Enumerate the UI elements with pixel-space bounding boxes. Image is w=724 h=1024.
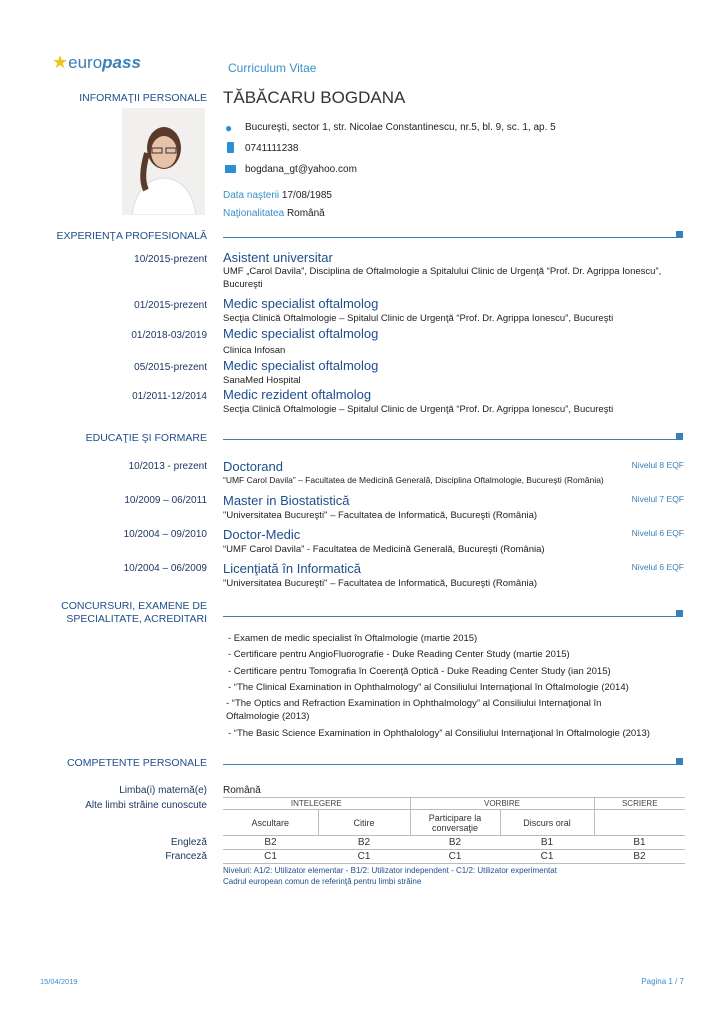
- level-cell: B1: [500, 836, 594, 850]
- edu-detail: “UMF Carol Davila” - Facultatea de Medicină Generală, Bucureşti (România): [223, 544, 545, 555]
- level-cell: C1: [318, 850, 410, 864]
- edu-title: Doctorand: [223, 459, 283, 474]
- birth-date: Data naşterii 17/08/1985: [223, 190, 332, 201]
- job-detail: SanaMed Hospital: [223, 375, 301, 386]
- section-education: EDUCAŢIE ŞI FORMARE: [85, 432, 207, 444]
- photo: [122, 108, 205, 215]
- phone-icon: [227, 142, 234, 153]
- mother-tongue: Română: [223, 785, 261, 796]
- cefr-note: Cadrul european comun de referinţă pentru limbi străine: [223, 877, 422, 886]
- exam-item: - Certificare pentru AngioFluorografie - Duke Reading Center Study (martie 2015): [228, 649, 570, 660]
- language-table: [223, 797, 685, 864]
- section-experience: EXPERIENŢA PROFESIONALĂ: [56, 230, 207, 242]
- lang-english: Engleză: [170, 837, 207, 848]
- other-languages-label: Alte limbi străine cunoscute: [85, 800, 207, 811]
- email-icon: [225, 165, 236, 173]
- edu-detail: "Universitatea Bucureşti" – Facultatea de Informatică, Bucureşti (România): [223, 578, 538, 589]
- job-detail: Secţia Clinică Oftalmologie – Spitalul Clinic de Urgenţă “Prof. Dr. Agrippa Ionescu”, Bucureşti: [223, 313, 614, 324]
- level-cell: B2: [594, 850, 685, 864]
- address: Bucureşti, sector 1, str. Nicolae Constantinescu, nr.5, bl. 9, sc. 1, ap. 5: [245, 122, 556, 133]
- doc-title: Curriculum Vitae: [228, 61, 317, 75]
- mother-tongue-label: Limba(i) maternă(e): [119, 785, 207, 796]
- group-header: INTELEGERE: [223, 798, 410, 810]
- divider: [223, 764, 678, 765]
- email[interactable]: bogdana_gt@yahoo.com: [245, 164, 357, 175]
- divider: [223, 237, 678, 238]
- table-row: [223, 850, 685, 864]
- level-cell: C1: [410, 850, 500, 864]
- col-header: Discurs oral: [500, 810, 594, 836]
- edu-date: 10/2013 - prezent: [128, 461, 207, 472]
- job-detail: Clinica Infosan: [223, 345, 286, 356]
- col-header: Citire: [318, 810, 410, 836]
- location-icon: ●: [225, 121, 233, 135]
- exam-item: - “The Clinical Examination in Ophthalmology” al Consiliului Internaţional în Oftalmologie (2014): [228, 682, 629, 693]
- edu-level: Nivelul 8 EQF: [631, 460, 684, 470]
- level-cell: C1: [223, 850, 318, 864]
- section-exams: CONCURSURI, EXAMENE DE SPECIALITATE, ACREDITARI: [61, 600, 207, 625]
- group-header: VORBIRE: [410, 798, 594, 810]
- edu-date: 10/2009 – 06/2011: [124, 495, 207, 506]
- level-cell: B1: [594, 836, 685, 850]
- job-date: 10/2015-prezent: [134, 254, 207, 265]
- exam-item: - “The Optics and Refraction Examination in Ophthalmology” al Consiliului Internaţional în Oftalmologie (2013): [226, 698, 602, 722]
- divider: [223, 616, 678, 617]
- exam-item: - Examen de medic specialist în Oftalmologie (martie 2015): [228, 633, 478, 644]
- col-header-empty: [594, 810, 685, 836]
- full-name: TĂBĂCARU BOGDANA: [223, 88, 406, 107]
- col-header: Ascultare: [223, 810, 318, 836]
- job-title: Medic rezident oftalmolog: [223, 387, 372, 402]
- page-number: Pagina 1 / 7: [641, 977, 684, 986]
- exam-item: - “The Basic Science Examination in Ophthalology” al Consiliului Internaţional în Oftalmologie (2013): [228, 728, 650, 739]
- divider-marker: [676, 758, 683, 765]
- job-detail: UMF „Carol Davila”, Disciplina de Oftalmologie a Spitalului Clinic de Urgenţă “Prof. Dr. Agrippa Ionescu”, Bucureşti: [223, 266, 662, 290]
- divider: [223, 439, 678, 440]
- edu-title: Doctor-Medic: [223, 527, 301, 542]
- exam-item: - Certificare pentru Tomografia în Coerenţă Optică - Duke Reading Center Study (ian 2015): [228, 666, 611, 677]
- edu-level: Nivelul 6 EQF: [631, 528, 684, 538]
- edu-title: Master in Biostatistică: [223, 493, 350, 508]
- nationality: Naţionalitatea Română: [223, 208, 325, 219]
- divider-marker: [676, 231, 683, 238]
- edu-date: 10/2004 – 09/2010: [123, 529, 207, 540]
- divider-marker: [676, 610, 683, 617]
- edu-level: Nivelul 6 EQF: [631, 562, 684, 572]
- level-cell: B2: [410, 836, 500, 850]
- col-header: Participare la conversaţie: [410, 810, 500, 836]
- footer-date: 15/04/2019: [40, 977, 78, 986]
- logo-star-icon: ★: [52, 52, 69, 72]
- level-cell: C1: [500, 850, 594, 864]
- job-title: Asistent universitar: [223, 250, 333, 265]
- edu-level: Nivelul 7 EQF: [631, 494, 684, 504]
- edu-date: 10/2004 – 06/2009: [123, 563, 207, 574]
- lang-french: Franceză: [165, 851, 207, 862]
- section-skills: COMPETENTE PERSONALE: [66, 757, 207, 769]
- level-cell: B2: [318, 836, 410, 850]
- europass-logo: ★europass: [52, 52, 141, 72]
- job-date: 05/2015-prezent: [134, 362, 207, 373]
- edu-title: Licenţiată în Informatică: [223, 561, 362, 576]
- job-date: 01/2011-12/2014: [132, 391, 207, 402]
- job-title: Medic specialist oftalmolog: [223, 326, 379, 341]
- edu-detail: “UMF Carol Davila” – Facultatea de Medicină Generală, Disciplina Oftalmologie, Bucureşti (România): [223, 475, 604, 485]
- phone: 0741111238: [245, 143, 299, 154]
- edu-detail: "Universitatea Bucureşti" – Facultatea de Informatică, Bucureşti (România): [223, 510, 538, 521]
- table-row: [223, 836, 685, 850]
- job-title: Medic specialist oftalmolog: [223, 358, 379, 373]
- divider-marker: [676, 433, 683, 440]
- job-title: Medic specialist oftalmolog: [223, 296, 379, 311]
- job-detail: Secţia Clinică Oftalmologie – Spitalul Clinic de Urgenţă “Prof. Dr. Agrippa Ionescu”, Bucureşti: [223, 404, 614, 415]
- level-cell: B2: [223, 836, 318, 850]
- job-date: 01/2015-prezent: [134, 300, 207, 311]
- group-header: SCRIERE: [594, 798, 685, 810]
- section-personal: INFORMAŢII PERSONALE: [79, 92, 207, 104]
- levels-note: Niveluri: A1/2: Utilizator elementar - B1/2: Utilizator independent - C1/2: Utilizator experimentat: [223, 866, 557, 875]
- job-date: 01/2018-03/2019: [131, 330, 207, 341]
